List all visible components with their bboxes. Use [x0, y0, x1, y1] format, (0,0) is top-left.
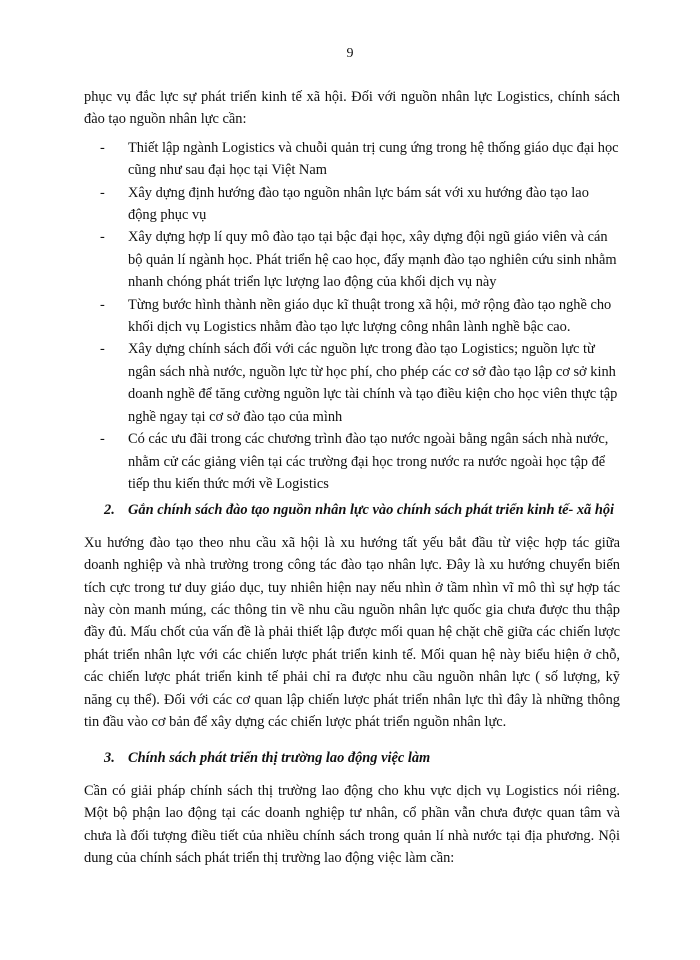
list-item: [84, 137, 620, 182]
bullet-dash: -: [100, 139, 105, 156]
bullet-text: Thiết lập ngành Logistics và chuỗi quản trị cung ứng trong hệ thống giáo dục đại học cũng như sau đại học tại Việt Nam: [128, 139, 619, 179]
bullet-dash: -: [100, 431, 105, 448]
bullet-text: Có các ưu đãi trong các chương trình đào tạo nước ngoài bằng ngân sách nhà nước, nhằm cử các giảng viên tại các trường đại học trong nước ra nước ngoài học tập để tiếp thu kiến thức mới về Logistics: [128, 431, 609, 492]
section-3-heading: [84, 747, 620, 769]
section-3-paragraph: Cần có giải pháp chính sách thị trường lao động cho khu vực dịch vụ Logistics nói riêng. Một bộ phận lao động tại các doanh nghiệp tư nhân, cổ phần vẫn chưa được quan tâm và chưa là đối tượng điều tiết của nhiều chính sách trong quản lí nhà nước tại địa phương. Nội dung của chính sách phát triển thị trường lao động việc làm cần:: [84, 782, 620, 866]
list-item: [84, 294, 620, 339]
bullet-dash: -: [100, 296, 105, 313]
section-2-heading: [84, 499, 620, 521]
page-number: 9: [346, 46, 354, 61]
section-2-paragraph: Xu hướng đào tạo theo nhu cầu xã hội là xu hướng tất yếu bắt đầu từ việc hợp tác giữa doanh nghiệp và nhà trường trong công tác đào tạo nhân lực. Đây là xu hướng chuyển biến tích cực trong tư duy giáo dục, tuy nhiên hiện nay nếu nhìn ở tầm nhìn vĩ mô thì sự hợp tác này còn manh múng, các thông tin về nhu cầu nguồn nhân lực quốc gia chưa được thu thập đầy đủ. Mấu chốt của vấn đề là phải thiết lập được mối quan hệ chặt chẽ giữa các chiến lược phát triển nhân lực với các chiến lược phát triển kinh tế. Mối quan hệ này biểu hiện ở chỗ, các chiến lược phát triển kinh tế phải chỉ ra được nhu cầu nguồn nhân lực ( số lượng, kỹ năng cụ thể). Đối với các cơ quan lập chiến lược phát triển nhân lực thì đây là những thông tin đầu vào cơ bản để xây dựng các chiến lược phát triển nguồn nhân lực.: [84, 534, 620, 730]
bullet-dash: -: [100, 229, 105, 246]
list-item: [84, 428, 620, 495]
bullet-text: Xây dựng định hướng đào tạo nguồn nhân lực bám sát với xu hướng đào tạo lao động phục vụ: [128, 184, 589, 224]
bullet-text: Xây dựng chính sách đối với các nguồn lực trong đào tạo Logistics; nguồn lực từ ngân sách nhà nước, nguồn lực từ học phí, cho phép các cơ sở đào tạo lập cơ sở kinh doanh nghề để tăng cường nguồn lực tài chính và tạo điều kiện cho học viên thực tập nghề ngay tại cơ sở đào tạo của mình: [128, 341, 618, 425]
section-3-title: Chính sách phát triển thị trường lao động việc làm: [128, 750, 431, 767]
list-item: [84, 182, 620, 227]
document-body: [84, 86, 620, 869]
bullet-dash: -: [100, 341, 105, 358]
section-2-title: Gắn chính sách đào tạo nguồn nhân lực vào chính sách phát triển kinh tế- xã hội: [128, 502, 615, 519]
list-item: [84, 226, 620, 293]
bullet-dash: -: [100, 184, 105, 201]
bullet-text: Từng bước hình thành nền giáo dục kĩ thuật trong xã hội, mở rộng đào tạo nghề cho khối dịch vụ Logistics nhằm đào tạo lực lượng công nhân lành nghề bậc cao.: [128, 296, 612, 336]
bullet-text: Xây dựng hợp lí quy mô đào tạo tại bậc đại học, xây dựng đội ngũ giáo viên và cán bộ quản lí ngành học. Phát triển hệ cao học, đẩy mạnh đào tạo nghiên cứu sinh nhằm nhanh chóng phát triển lực lượng lao động của khối dịch vụ này: [128, 229, 617, 291]
section-3-number: 3.: [104, 750, 115, 767]
section-2-number: 2.: [104, 502, 115, 519]
intro-paragraph: phục vụ đắc lực sự phát triển kinh tế xã hội. Đối với nguồn nhân lực Logistics, chính sách đào tạo nguồn nhân lực cần:: [84, 89, 620, 128]
policy-bullet-list: [84, 137, 620, 496]
list-item: [84, 338, 620, 428]
